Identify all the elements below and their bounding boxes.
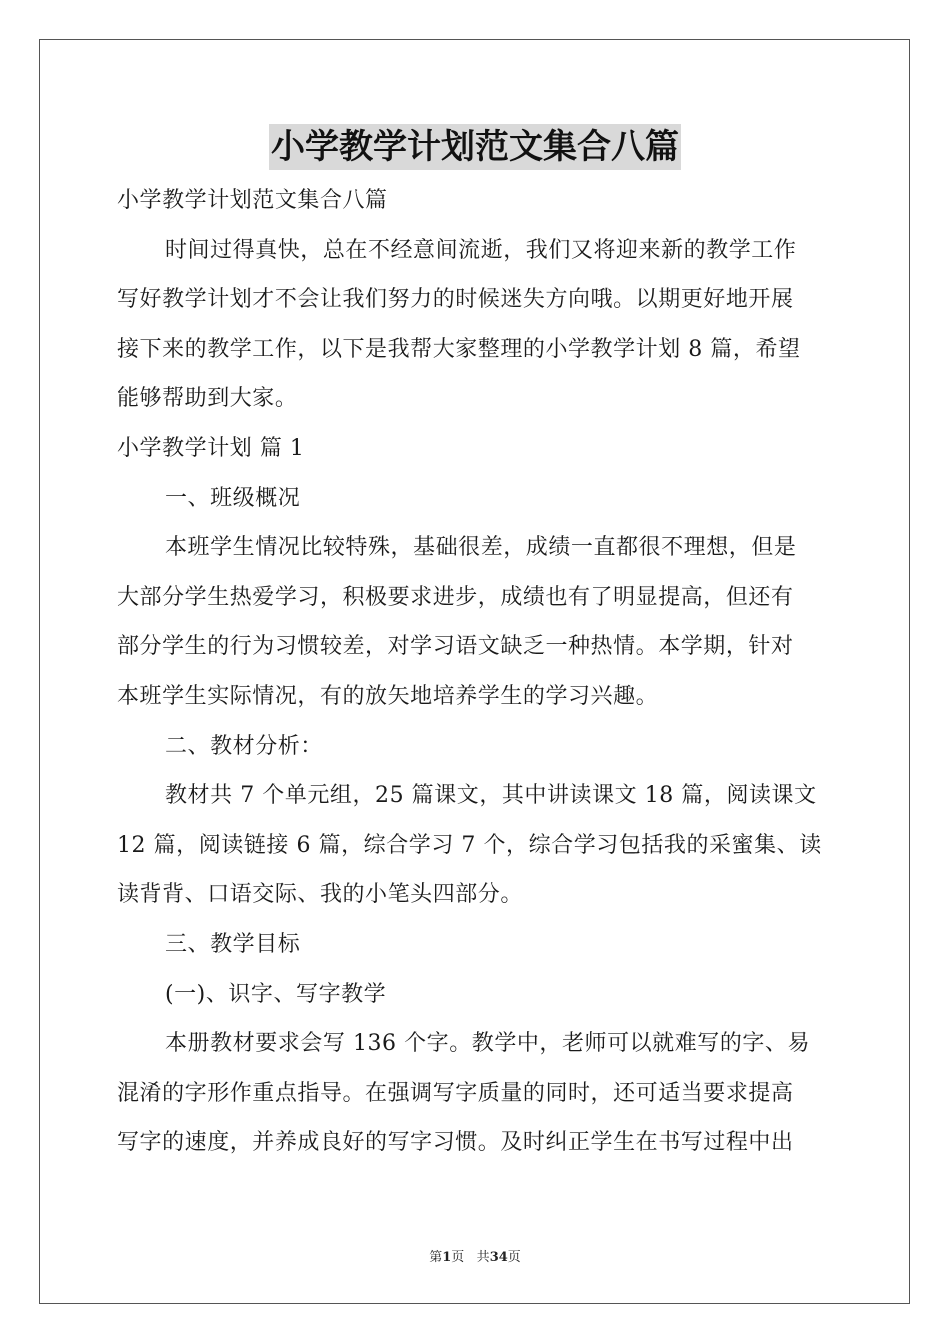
text-line: 一、班级概况: [165, 485, 301, 511]
text-line: 二、教材分析：: [165, 733, 323, 759]
text-line: 教材共 7 个单元组，25 篇课文，其中讲读课文 18 篇，阅读课文: [165, 783, 817, 809]
text-line: 小学教学计划范文集合八篇: [117, 188, 388, 213]
page-label-prefix: 第: [429, 1250, 443, 1265]
text-line: 接下来的教学工作，以下是我帮大家整理的小学教学计划 8 篇，希望: [117, 336, 801, 362]
text-line: 读背背、口语交际、我的小笔头四部分。: [117, 882, 523, 908]
title-container: [0, 124, 950, 170]
text-line: 小学教学计划 篇 1: [117, 435, 305, 461]
text-line: 三、教学目标: [165, 931, 301, 957]
page-label-unit: 页: [451, 1250, 465, 1265]
current-page-number: 1: [442, 1250, 452, 1265]
text-line: 12 篇，阅读链接 6 篇，综合学习 7 个，综合学习包括我的采蜜集、读: [117, 832, 822, 858]
total-page-count: 34: [489, 1250, 508, 1265]
text-line: 写好教学计划才不会让我们努力的时候迷失方向哦。以期更好地开展: [117, 287, 794, 313]
text-line: 本册教材要求会写 136 个字。教学中，老师可以就难写的字、易: [165, 1031, 811, 1057]
text-line: 混淆的字形作重点指导。在强调写字质量的同时，还可适当要求提高: [117, 1080, 794, 1106]
text-line: 写字的速度，并养成良好的写字习惯。及时纠正学生在书写过程中出: [117, 1130, 794, 1156]
text-line: 本班学生情况比较特殊，基础很差，成绩一直都很不理想，但是: [165, 535, 797, 561]
text-line: 本班学生实际情况，有的放矢地培养学生的学习兴趣。: [117, 683, 659, 709]
total-label-unit: 页: [507, 1250, 521, 1265]
text-line: 能够帮助到大家。: [117, 386, 298, 412]
text-line: (一)、识字、写字教学: [165, 981, 387, 1007]
document-body: [117, 176, 833, 1168]
text-line: 大部分学生热爱学习，积极要求进步，成绩也有了明显提高，但还有: [117, 584, 794, 610]
text-line: 部分学生的行为习惯较差，对学习语文缺乏一种热情。本学期，针对: [117, 634, 794, 660]
document-title: 小学教学计划范文集合八篇: [269, 124, 681, 170]
page-footer: [0, 1246, 950, 1265]
total-label-prefix: 共: [476, 1250, 490, 1265]
text-line: 时间过得真快，总在不经意间流逝，我们又将迎来新的教学工作: [165, 237, 797, 263]
